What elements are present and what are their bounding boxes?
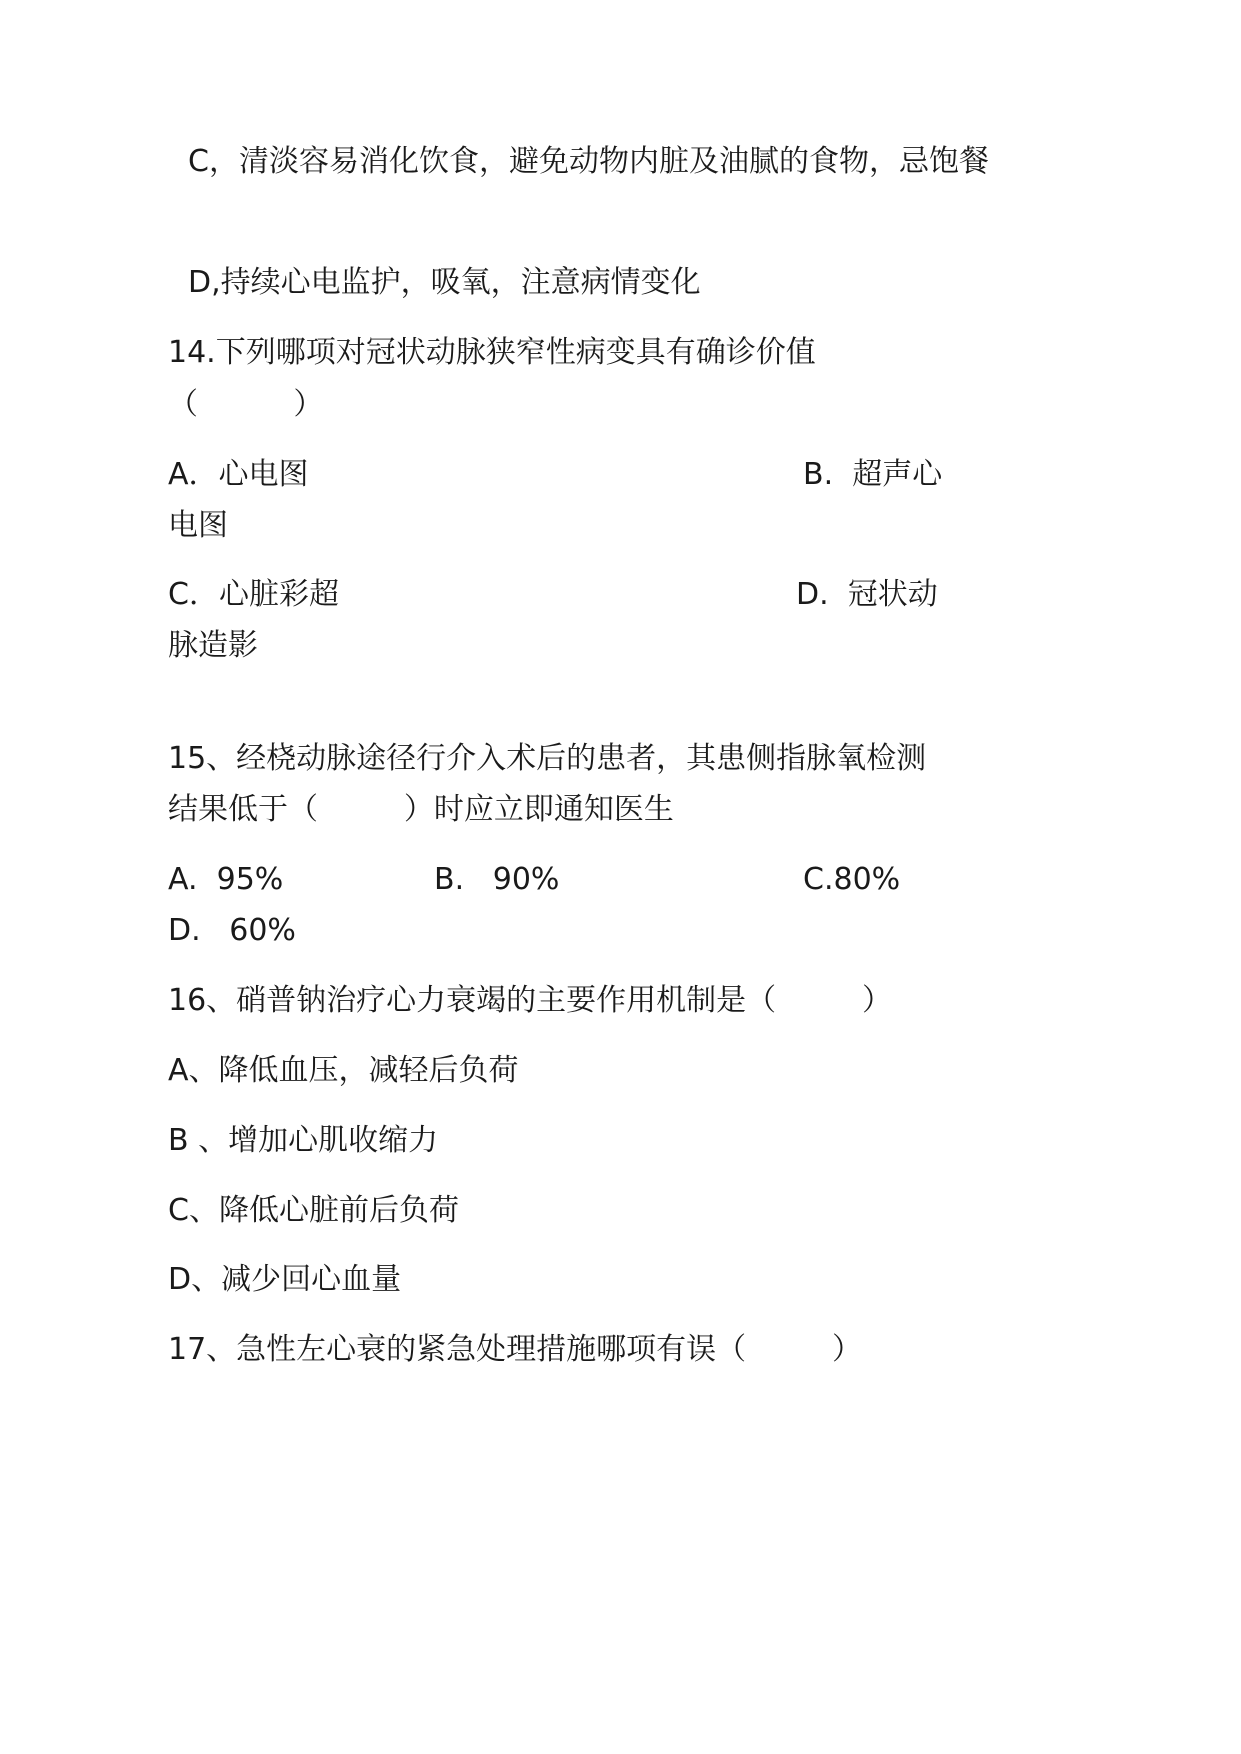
- q14-blank: （ ）: [168, 387, 324, 422]
- q13-option-c: C，清淡容易消化饮食，避免动物内脏及油腻的食物，忌饱餐: [188, 144, 989, 179]
- q16-option-a: A、降低血压，减轻后负荷: [168, 1053, 519, 1088]
- q16-stem: 16、硝普钠治疗心力衰竭的主要作用机制是（ ）: [168, 983, 892, 1018]
- q14-option-b-continued: 电图: [168, 508, 228, 543]
- q15-option-d: D. 60%: [168, 913, 296, 948]
- q15-stem-line1: 15、经桡动脉途径行介入术后的患者，其患侧指脉氧检测: [168, 741, 927, 776]
- q14-option-c: C．心脏彩超: [168, 577, 339, 612]
- q14-option-d-continued: 脉造影: [168, 628, 258, 663]
- q15-stem-line2: 结果低于（ ）时应立即通知医生: [168, 792, 674, 827]
- q14-stem: 14.下列哪项对冠状动脉狭窄性病变具有确诊价值: [168, 335, 816, 370]
- q16-option-b: B 、增加心肌收缩力: [168, 1123, 439, 1158]
- q13-option-d: D,持续心电监护，吸氧，注意病情变化: [188, 265, 701, 300]
- q17-stem: 17、急性左心衰的紧急处理措施哪项有误（ ）: [168, 1332, 862, 1367]
- q16-option-d: D、减少回心血量: [168, 1262, 402, 1297]
- q15-option-b: B. 90%: [434, 862, 560, 897]
- q14-option-d: D. 冠状动: [796, 577, 938, 612]
- q14-option-b: B. 超声心: [803, 457, 943, 492]
- q15-option-a: A. 95%: [168, 862, 284, 897]
- q14-option-a: A．心电图: [168, 457, 309, 492]
- q16-option-c: C、降低心脏前后负荷: [168, 1193, 459, 1228]
- q15-option-c: C.80%: [803, 862, 901, 897]
